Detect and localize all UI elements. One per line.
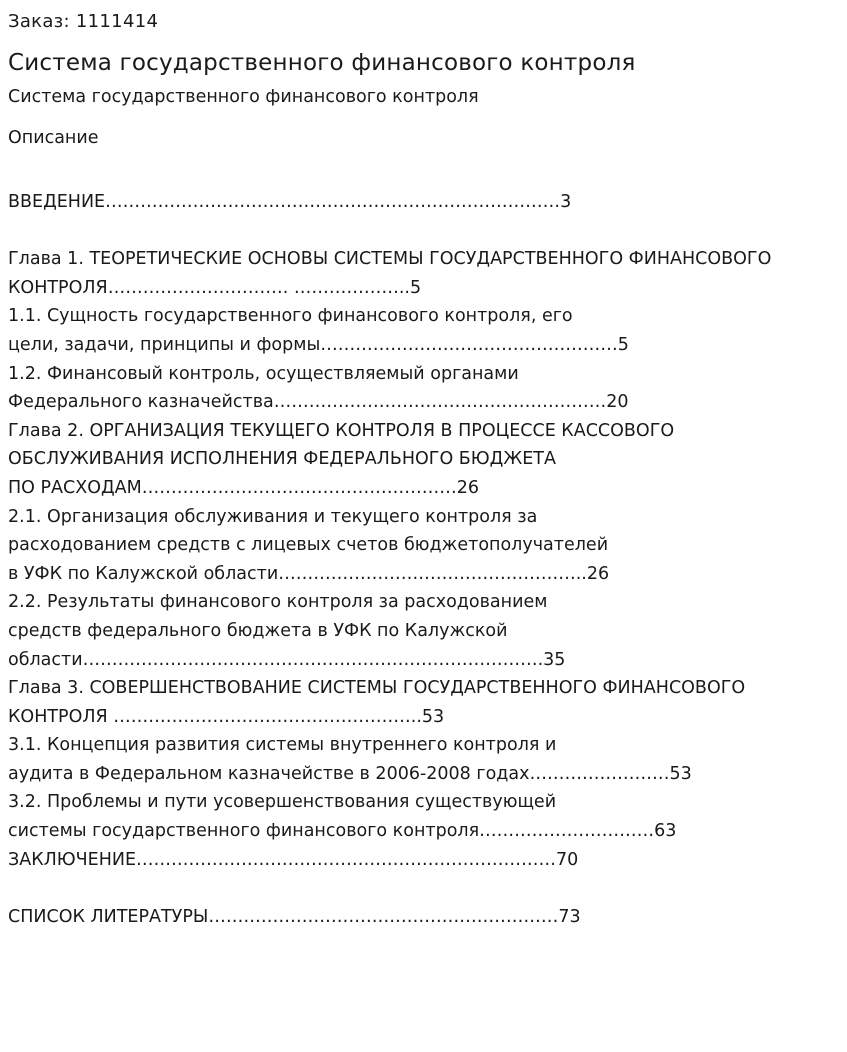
table-of-contents bbox=[8, 188, 843, 931]
page-subtitle: Система государственного финансового контроля bbox=[8, 87, 479, 107]
toc-line: ПО РАСХОДАМ………………………………………………26 bbox=[8, 477, 480, 498]
toc-line: Глава 1. ТЕОРЕТИЧЕСКИЕ ОСНОВЫ СИСТЕМЫ ГОСУДАРСТВЕННОГО ФИНАНСОВОГО bbox=[8, 249, 772, 270]
toc-line: ВВЕДЕНИЕ……………………………………………………………………3 bbox=[8, 192, 572, 212]
toc-spacer bbox=[8, 874, 843, 903]
toc-line: в УФК по Калужской области……………………………………………..26 bbox=[8, 563, 610, 584]
toc-line: средств федерального бюджета в УФК по Калужской bbox=[8, 620, 508, 641]
toc-line: Глава 2. ОРГАНИЗАЦИЯ ТЕКУЩЕГО КОНТРОЛЯ В ПРОЦЕССЕ КАССОВОГО bbox=[8, 420, 675, 441]
toc-line: 1.1. Сущность государственного финансового контроля, его bbox=[8, 306, 573, 327]
toc-line: 2.1. Организация обслуживания и текущего контроля за bbox=[8, 506, 538, 527]
toc-line: цели, задачи, принципы и формы……………………………………………5 bbox=[8, 334, 629, 355]
toc-line: ЗАКЛЮЧЕНИЕ………………………………………………………………70 bbox=[8, 849, 579, 870]
toc-line: ОБСЛУЖИВАНИЯ ИСПОЛНЕНИЯ ФЕДЕРАЛЬНОГО БЮДЖЕТА bbox=[8, 449, 556, 470]
toc-line: Федерального казначейства…………………………………………………20 bbox=[8, 392, 629, 413]
toc-line: СПИСОК ЛИТЕРАТУРЫ……………………………………………………73 bbox=[8, 906, 581, 927]
description-heading: Описание bbox=[8, 128, 99, 148]
toc-line: расходованием средств с лицевых счетов бюджетополучателей bbox=[8, 535, 609, 556]
order-number: Заказ: 1111414 bbox=[8, 11, 159, 32]
toc-line: системы государственного финансового контроля…………………………63 bbox=[8, 821, 677, 842]
toc-line: 2.2. Результаты финансового контроля за расходованием bbox=[8, 592, 548, 613]
toc-line: 1.2. Финансовый контроль, осуществляемый органами bbox=[8, 363, 519, 384]
toc-line: Глава 3. СОВЕРШЕНСТВОВАНИЕ СИСТЕМЫ ГОСУДАРСТВЕННОГО ФИНАНСОВОГО bbox=[8, 678, 746, 699]
toc-line: области…………………………………………………………………….35 bbox=[8, 649, 566, 670]
toc-line: 3.1. Концепция развития системы внутреннего контроля и bbox=[8, 735, 557, 756]
toc-line: КОНТРОЛЯ…………………………. ………………..5 bbox=[8, 277, 422, 298]
document-page bbox=[8, 0, 843, 931]
toc-line: аудита в Федеральном казначействе в 2006-2008 годах……………………53 bbox=[8, 763, 692, 784]
toc-line: 3.2. Проблемы и пути усовершенствования существующей bbox=[8, 792, 557, 813]
toc-spacer bbox=[8, 217, 843, 246]
toc-line: КОНТРОЛЯ ……………………………………………..53 bbox=[8, 706, 445, 727]
page-title: Система государственного финансового контроля bbox=[8, 50, 636, 76]
